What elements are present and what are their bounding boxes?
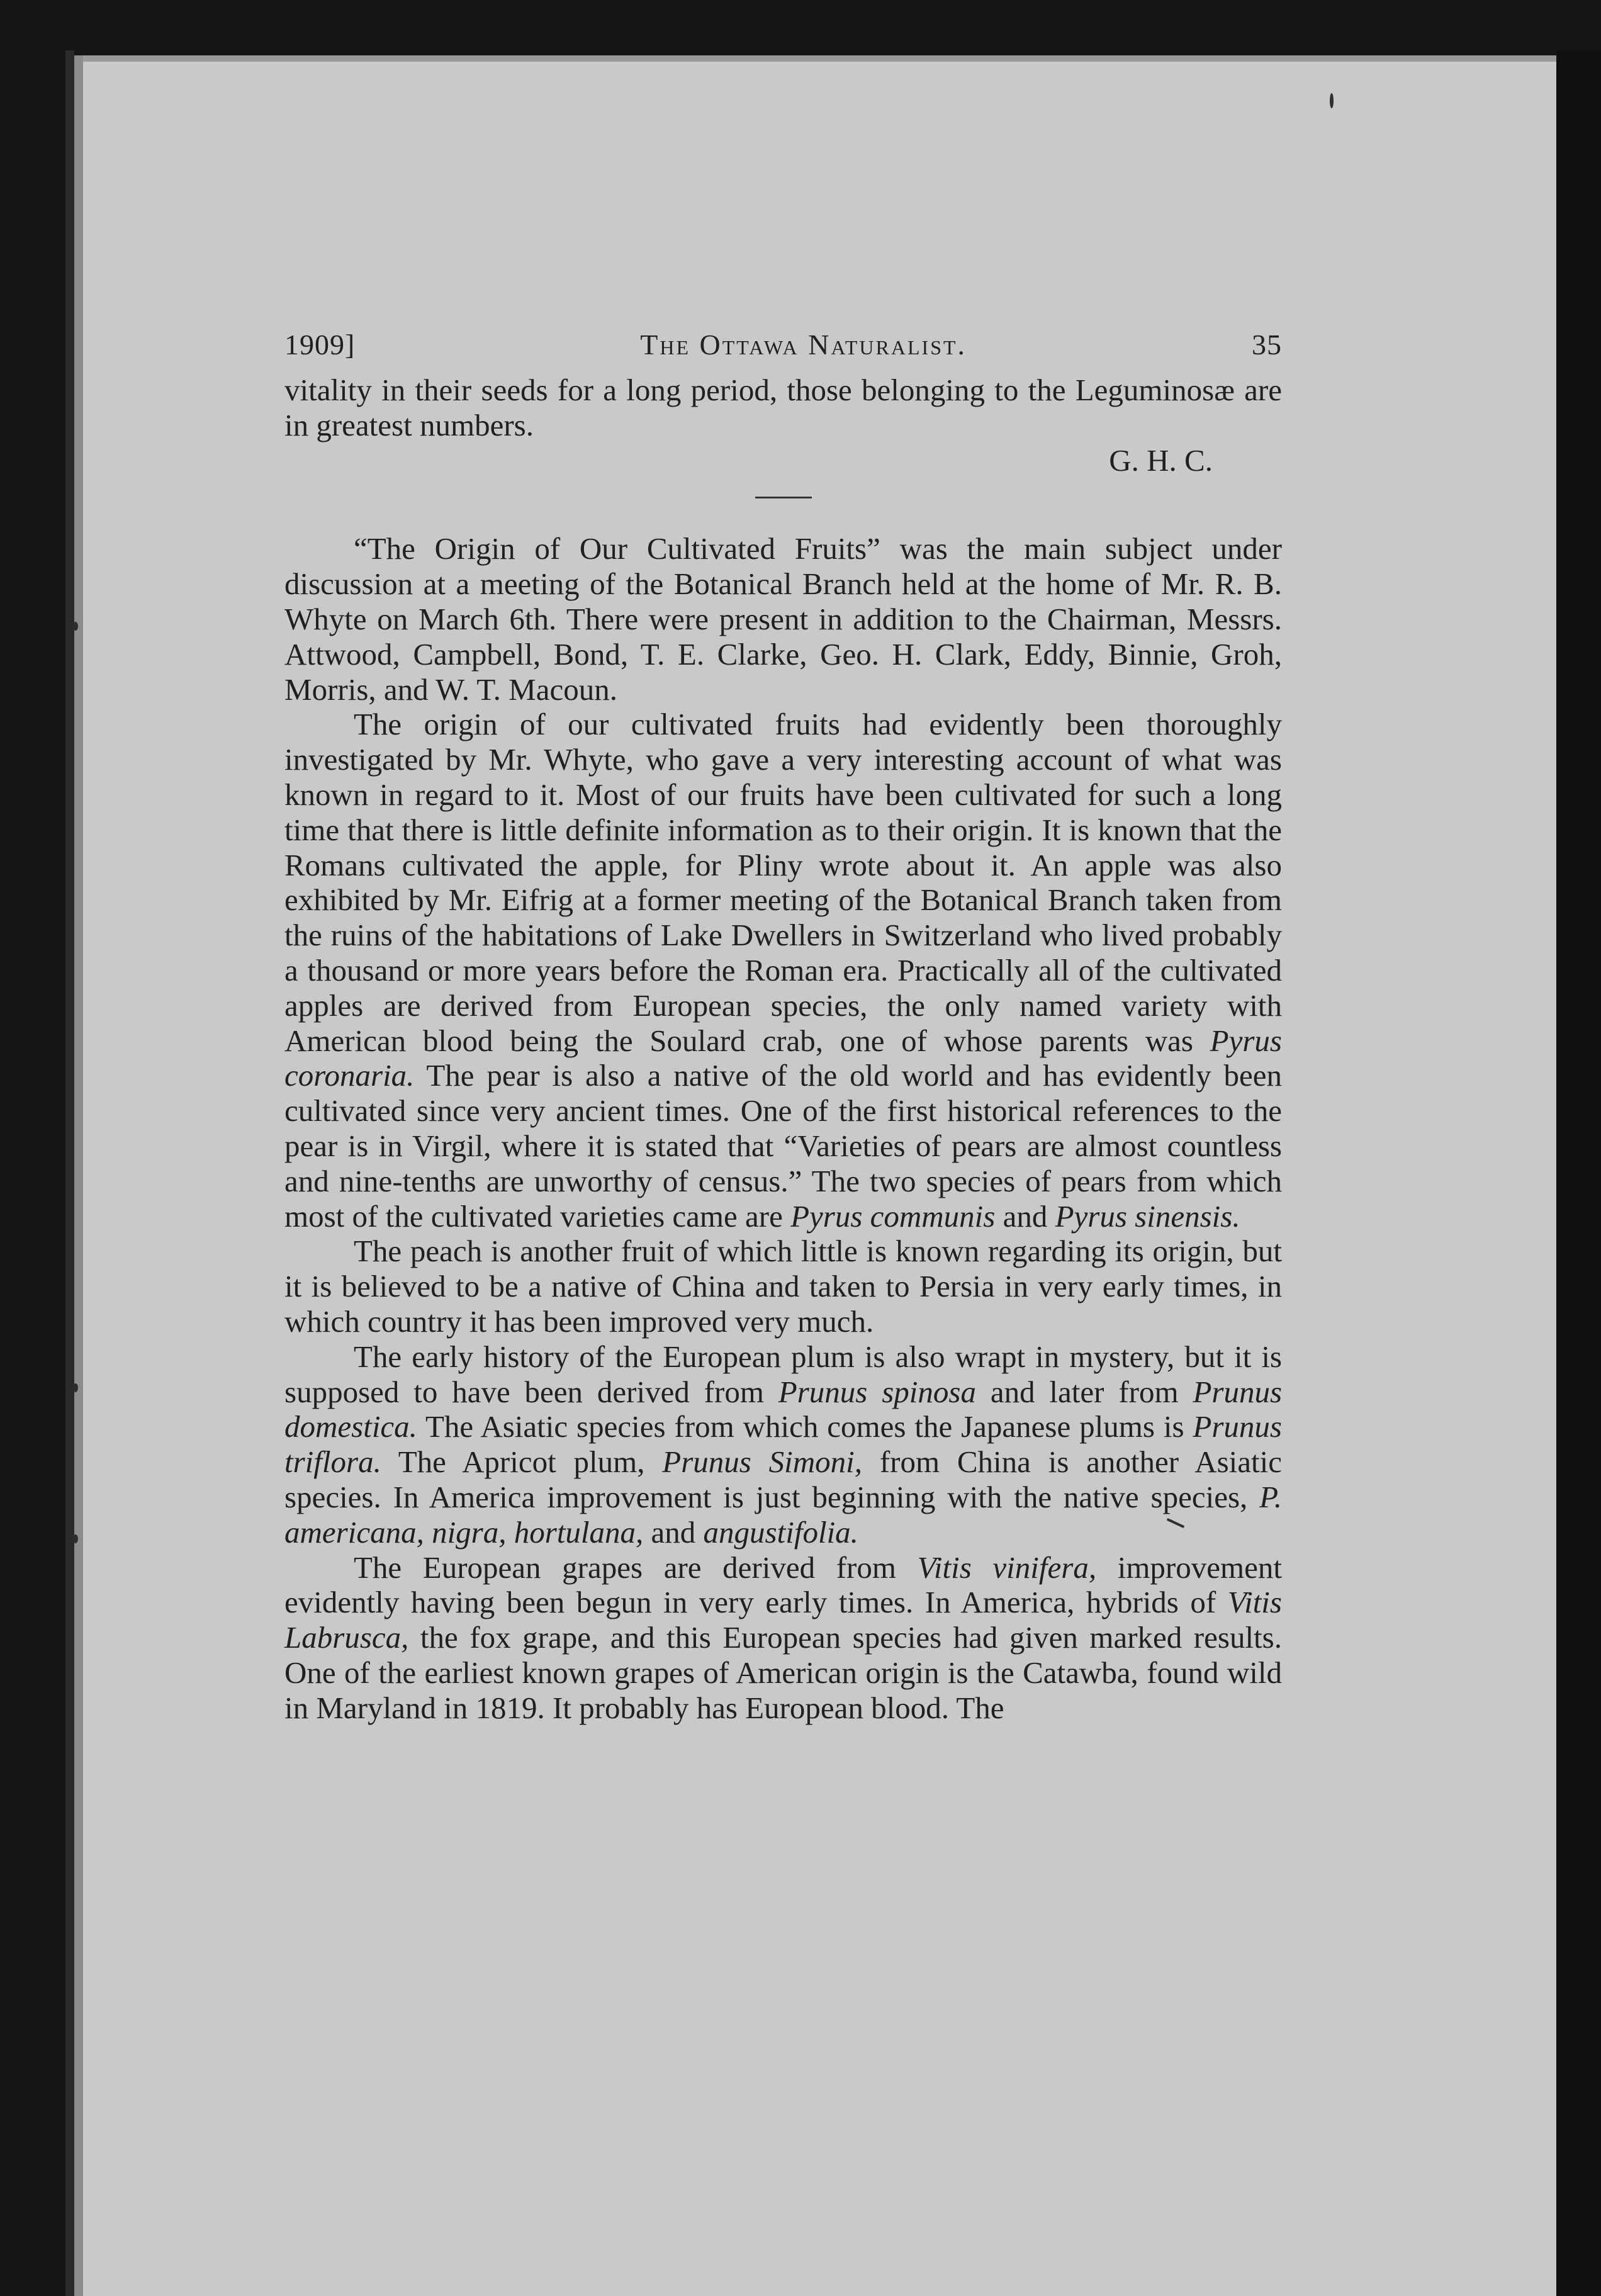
scan-margin-right	[1556, 50, 1601, 2296]
section-divider	[755, 497, 812, 498]
text-run: The European grapes are derived from	[354, 1550, 918, 1585]
dust-speck	[1330, 93, 1334, 108]
species-name: Prunus triflora.	[284, 1409, 1282, 1480]
paragraph-grapes	[284, 1550, 1282, 1726]
text-run: The early history of the European plum is also wrapt in mystery, but it is supposed to have been derived from	[284, 1339, 1282, 1409]
species-name: Vitis Labrusca,	[284, 1585, 1282, 1655]
species-name: Vitis vinifera,	[917, 1550, 1097, 1585]
journal-title: The Ottawa Naturalist.	[640, 329, 967, 361]
book-spine-edge	[65, 50, 74, 2296]
text-run: and	[643, 1514, 704, 1550]
paragraph-plum	[284, 1339, 1282, 1550]
text-run: The Apricot plum,	[381, 1444, 663, 1480]
text-run: The origin of our cultivated fruits had evidently been thoroughly investigated by Mr. Whyte, who gave a very interesting account of what was known in regard to it. Most of our fruits have been cultivated for such a long time that there is little definite information as to their origin. It is known that the Romans cultivated the apple, for Pliny wrote about it. An apple was also exhibited by Mr. Eifrig at a former meeting of the Botanical Branch taken from the ruins of the habitations of Lake Dwellers in Switzerland who lived probably a thousand or more years before the Roman era. Practically all of the cultivated apples are derived from European species, the only named variety with American blood being the Soulard crab, one of whose parents was	[284, 707, 1282, 1058]
dust-speck	[73, 1383, 78, 1392]
species-name: Prunus domestica.	[284, 1374, 1283, 1444]
species-name: angustifolia.	[703, 1514, 858, 1550]
text-run: The pear is also a native of the old world and has evidently been cultivated since very ancient times. One of the first historical references to the pear is in Virgil, where it is stated that “Varieties of pears are almost countless and nine-tenths are unworthy of census.” The two species of pears from which most of the cultivated varieties came are	[284, 1058, 1282, 1234]
species-name: Prunus Simoni,	[662, 1444, 863, 1480]
text-run: The Asiatic species from which comes the Japanese plums is	[417, 1409, 1193, 1444]
paragraph-meeting-intro: “The Origin of Our Cultivated Fruits” was the main subject under discussion at a meeting of the Botanical Branch held at the home of Mr. R. B. Whyte on March 6th. There were present in addition to the Chairman, Messrs. Attwood, Campbell, Bond, T. E. Clarke, Geo. H. Clark, Eddy, Binnie, Groh, Morris, and W. T. Macoun.	[284, 531, 1282, 707]
author-initials: G. H. C.	[1109, 442, 1213, 478]
text-run: from China is another Asiatic species. In America improvement is just beginning with the native species,	[284, 1444, 1282, 1514]
text-run: and later from	[975, 1374, 1193, 1409]
paragraph-peach: The peach is another fruit of which little is known regarding its origin, but it is believed to be a native of China and taken to Persia in very early times, in which country it has been improved very much.	[284, 1234, 1282, 1339]
species-name: Pyrus communis	[790, 1198, 996, 1234]
paragraph-apples-pears	[284, 707, 1282, 1234]
text-block	[284, 327, 1282, 1725]
continuation-paragraph: vitality in their seeds for a long period, those belonging to the Leguminosæ are in greatest numbers.	[284, 373, 1282, 442]
text-run: the fox grape, and this European species had given marked results. One of the earliest known grapes of American origin is the Catawba, found wild in Maryland in 1819. It probably has European blood. The	[284, 1620, 1282, 1725]
running-head	[284, 327, 1282, 373]
dust-speck	[73, 622, 78, 631]
dust-speck	[73, 1534, 78, 1543]
species-name: Pyrus sinensis.	[1055, 1198, 1240, 1234]
header-year: 1909]	[284, 329, 356, 361]
page-number: 35	[1252, 329, 1282, 361]
species-name: Prunus spinosa	[778, 1374, 976, 1409]
text-run: and	[995, 1198, 1055, 1234]
species-name: Pyrus coronaria.	[284, 1023, 1282, 1093]
species-name: P. americana, nigra, hortulana,	[284, 1479, 1282, 1550]
text-run: improvement evidently having been begun in very early times. In America, hybrids of	[284, 1550, 1282, 1620]
